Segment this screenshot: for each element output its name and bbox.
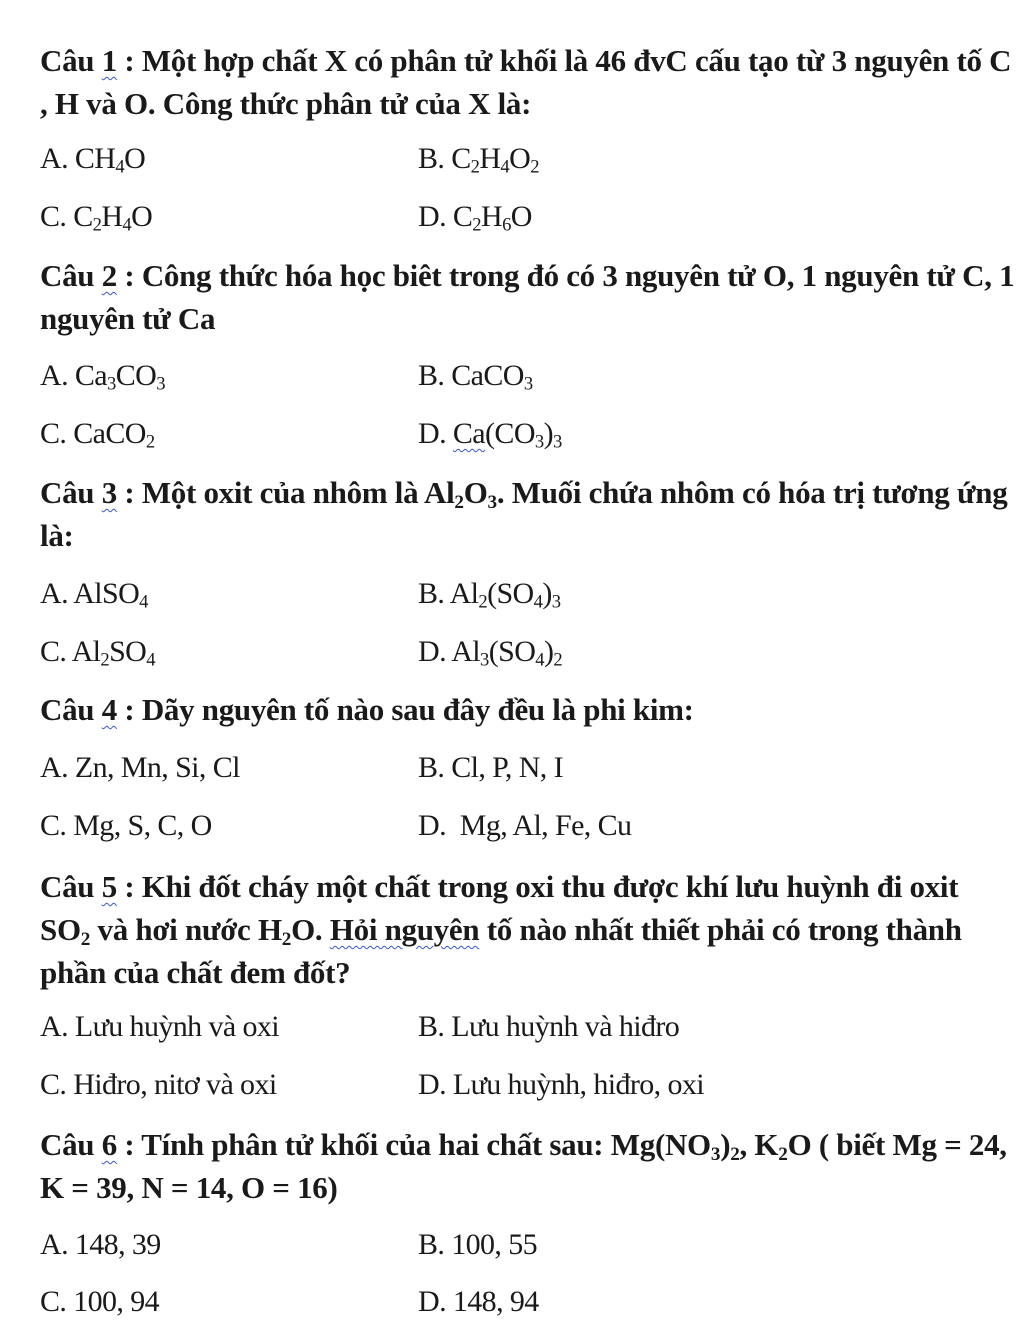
- q2-option-a[interactable]: [40, 356, 165, 396]
- option-letter: C.: [40, 417, 74, 450]
- option-letter: C.: [40, 1285, 74, 1318]
- option-letter: B.: [418, 142, 452, 175]
- formula-subscript: 3: [551, 591, 561, 613]
- question-5-text: [40, 865, 1015, 994]
- option-letter: C.: [40, 1068, 74, 1101]
- question-separator: :: [116, 43, 142, 78]
- formula-subscript: 4: [122, 214, 132, 236]
- formula-subscript: 4: [146, 649, 155, 671]
- formula-part: C: [451, 142, 471, 175]
- formula-subscript: 3: [523, 373, 533, 395]
- question-number: 3: [101, 475, 117, 510]
- question-number: 2: [101, 258, 117, 293]
- option-letter: D.: [418, 809, 460, 842]
- formula-part: ): [542, 577, 552, 610]
- formula-part: (SO: [488, 635, 536, 668]
- q6-option-b[interactable]: [418, 1225, 537, 1265]
- question-3-text: [40, 471, 1015, 557]
- formula-subscript: 3: [480, 649, 489, 671]
- formula-part: H: [479, 142, 501, 175]
- formula-subscript: 2: [145, 431, 155, 453]
- option-text: Lưu huỳnh, hiđro, oxi: [452, 1068, 705, 1101]
- question-label: Câu: [40, 869, 95, 904]
- formula-subscript: 3: [710, 1143, 721, 1165]
- option-letter: D.: [418, 635, 452, 668]
- option-letter: A.: [40, 1228, 75, 1261]
- option-letter: B.: [418, 1228, 452, 1261]
- formula-subscript: 3: [487, 491, 497, 513]
- option-text: Mg, Al, Fe, Cu: [459, 809, 632, 842]
- question-2-text: [40, 254, 1015, 340]
- q4-option-b[interactable]: [418, 748, 563, 788]
- question-body: Dãy nguyên tố nào sau đây đều là phi kim:: [141, 692, 694, 727]
- formula-subscript: 4: [533, 591, 543, 613]
- question-body: Một oxit của nhôm là Al: [141, 475, 455, 510]
- formula-part: (CO: [485, 417, 535, 450]
- formula-part: O: [463, 475, 488, 510]
- question-separator: :: [116, 475, 142, 510]
- option-text: Zn, Mn, Si, Cl: [74, 751, 240, 784]
- formula-subscript: 2: [92, 214, 102, 236]
- formula-part: Al: [451, 635, 481, 668]
- formula-subscript: 2: [470, 156, 480, 178]
- formula-part: ): [720, 1127, 731, 1162]
- question-body: , K: [739, 1127, 779, 1162]
- option-letter: A.: [40, 1010, 75, 1043]
- option-letter: C.: [40, 200, 74, 233]
- formula-part: H: [101, 200, 123, 233]
- option-letter: B.: [418, 751, 452, 784]
- question-separator: :: [116, 692, 142, 727]
- question-body: O.: [291, 912, 330, 947]
- formula-part: Al: [71, 635, 101, 668]
- option-text: 100, 94: [73, 1285, 160, 1318]
- q1-option-d[interactable]: [418, 197, 532, 237]
- option-letter: A.: [40, 359, 75, 392]
- question-body: Một hợp chất X có phân tử khối là 46 đvC cấu tạo từ 3 nguyên tố C , H và O. Công thức phân tử của X là:: [40, 43, 1012, 121]
- option-letter: D.: [418, 417, 453, 450]
- option-text: Mg, S, C, O: [73, 809, 212, 842]
- question-body: Tính phân tử khối của hai chất sau: Mg(NO: [141, 1127, 711, 1162]
- formula-subscript: 2: [80, 928, 91, 950]
- q6-option-c[interactable]: [40, 1282, 159, 1322]
- q2-option-d[interactable]: [418, 414, 562, 454]
- formula-subscript: 2: [478, 591, 488, 613]
- formula-part: ): [543, 417, 553, 450]
- question-body: Công thức hóa học biêt trong đó có 3 nguyên tử O, 1 nguyên tử C, 1 nguyên tử Ca: [40, 258, 1015, 336]
- question-separator: :: [116, 869, 142, 904]
- option-letter: D.: [418, 200, 453, 233]
- option-letter: B.: [418, 359, 452, 392]
- formula-subscript: 2: [778, 1143, 788, 1165]
- option-letter: C.: [40, 809, 74, 842]
- formula-subscript: 2: [730, 1143, 740, 1165]
- formula-part: CaCO: [451, 359, 524, 392]
- question-number: 5: [101, 869, 117, 904]
- formula-part: CO: [115, 359, 157, 392]
- q1-option-c[interactable]: [40, 197, 152, 237]
- formula-part: H: [481, 200, 503, 233]
- formula-part: Ca: [74, 359, 108, 392]
- question-body: tố nào nhất thiết phải có trong thành phần của chất đem đốt?: [40, 912, 962, 990]
- q6-option-d[interactable]: [418, 1282, 539, 1322]
- option-letter: A.: [40, 577, 74, 610]
- formula-subscript: 2: [472, 214, 481, 236]
- question-1-text: [40, 39, 1015, 125]
- q5-option-c[interactable]: [40, 1065, 277, 1105]
- q2-option-c[interactable]: [40, 414, 155, 454]
- formula-part: ): [543, 635, 554, 668]
- q3-option-c[interactable]: [40, 632, 155, 672]
- q3-option-d[interactable]: [418, 632, 562, 672]
- q5-option-b[interactable]: [418, 1007, 679, 1047]
- q3-option-a[interactable]: [40, 574, 148, 614]
- formula-subscript: 4: [115, 156, 125, 178]
- formula-part: SO: [109, 635, 147, 668]
- formula-subscript: 2: [553, 649, 563, 671]
- option-letter: C.: [40, 635, 72, 668]
- q4-option-c[interactable]: [40, 806, 212, 846]
- formula-subscript: 3: [534, 431, 544, 453]
- formula-subscript: 3: [156, 373, 165, 395]
- option-letter: A.: [40, 142, 75, 175]
- q5-option-d[interactable]: [418, 1065, 704, 1105]
- formula-part: Ca: [452, 417, 486, 450]
- option-letter: B.: [418, 1010, 452, 1043]
- question-body: và hơi nước H: [90, 912, 282, 947]
- question-body: O ( biết Mg = 24, K = 39, N = 14, O = 16): [40, 1127, 1007, 1205]
- formula-part: O: [131, 200, 153, 233]
- question-number: 6: [101, 1127, 117, 1162]
- question-separator: :: [116, 1127, 142, 1162]
- option-text: Cl, P, N, I: [451, 751, 563, 784]
- q2-option-b[interactable]: [418, 356, 533, 396]
- formula-part: C: [452, 200, 473, 233]
- formula-part: CH: [74, 142, 116, 175]
- question-number: 4: [101, 692, 117, 727]
- formula-subscript: 4: [139, 591, 148, 613]
- formula-part: AlSO: [73, 577, 140, 610]
- formula-subscript: 2: [530, 156, 539, 178]
- formula-part: Al: [449, 577, 479, 610]
- option-text: 148, 39: [74, 1228, 161, 1261]
- formula-subscript: 6: [502, 214, 511, 236]
- option-letter: B.: [418, 577, 450, 610]
- question-number: 1: [101, 43, 117, 78]
- q6-option-a[interactable]: [40, 1225, 161, 1265]
- formula-subscript: 2: [281, 928, 292, 950]
- formula-part: O: [509, 142, 531, 175]
- formula-part: O: [124, 142, 146, 175]
- question-body: Hỏi nguyên: [329, 912, 480, 947]
- formula-subscript: 3: [107, 373, 116, 395]
- question-label: Câu: [40, 43, 95, 78]
- formula-subscript: 4: [500, 156, 510, 178]
- question-label: Câu: [40, 692, 95, 727]
- option-letter: D.: [418, 1285, 453, 1318]
- option-text: Lưu huỳnh và hiđro: [451, 1010, 680, 1043]
- question-label: Câu: [40, 258, 95, 293]
- formula-subscript: 4: [535, 649, 544, 671]
- question-4-text: [40, 688, 1015, 731]
- q5-option-a[interactable]: [40, 1007, 279, 1047]
- formula-subscript: 2: [454, 491, 464, 513]
- question-label: Câu: [40, 475, 95, 510]
- formula-part: C: [73, 200, 93, 233]
- option-letter: A.: [40, 751, 75, 784]
- q4-option-d[interactable]: [418, 806, 631, 846]
- formula-subscript: 2: [100, 649, 110, 671]
- question-6-text: [40, 1123, 1015, 1209]
- option-text: 100, 55: [451, 1228, 538, 1261]
- option-letter: D.: [418, 1068, 453, 1101]
- formula-part: O: [510, 200, 532, 233]
- formula-subscript: 3: [552, 431, 562, 453]
- question-body: Khi đốt cháy một chất trong oxi thu được khí lưu huỳnh đi oxit SO: [40, 869, 959, 947]
- question-body: . Muối chứa nhôm có hóa trị tương ứng là:: [40, 475, 1008, 553]
- q1-option-a[interactable]: [40, 139, 145, 179]
- question-separator: :: [116, 258, 142, 293]
- option-text: 148, 94: [452, 1285, 539, 1318]
- formula-part: CaCO: [73, 417, 146, 450]
- formula-part: (SO: [487, 577, 534, 610]
- option-text: Hiđro, nitơ và oxi: [73, 1068, 277, 1101]
- q3-option-b[interactable]: [418, 574, 560, 614]
- q1-option-b[interactable]: [418, 139, 539, 179]
- q4-option-a[interactable]: [40, 748, 240, 788]
- option-text: Lưu huỳnh và oxi: [74, 1010, 280, 1043]
- question-label: Câu: [40, 1127, 95, 1162]
